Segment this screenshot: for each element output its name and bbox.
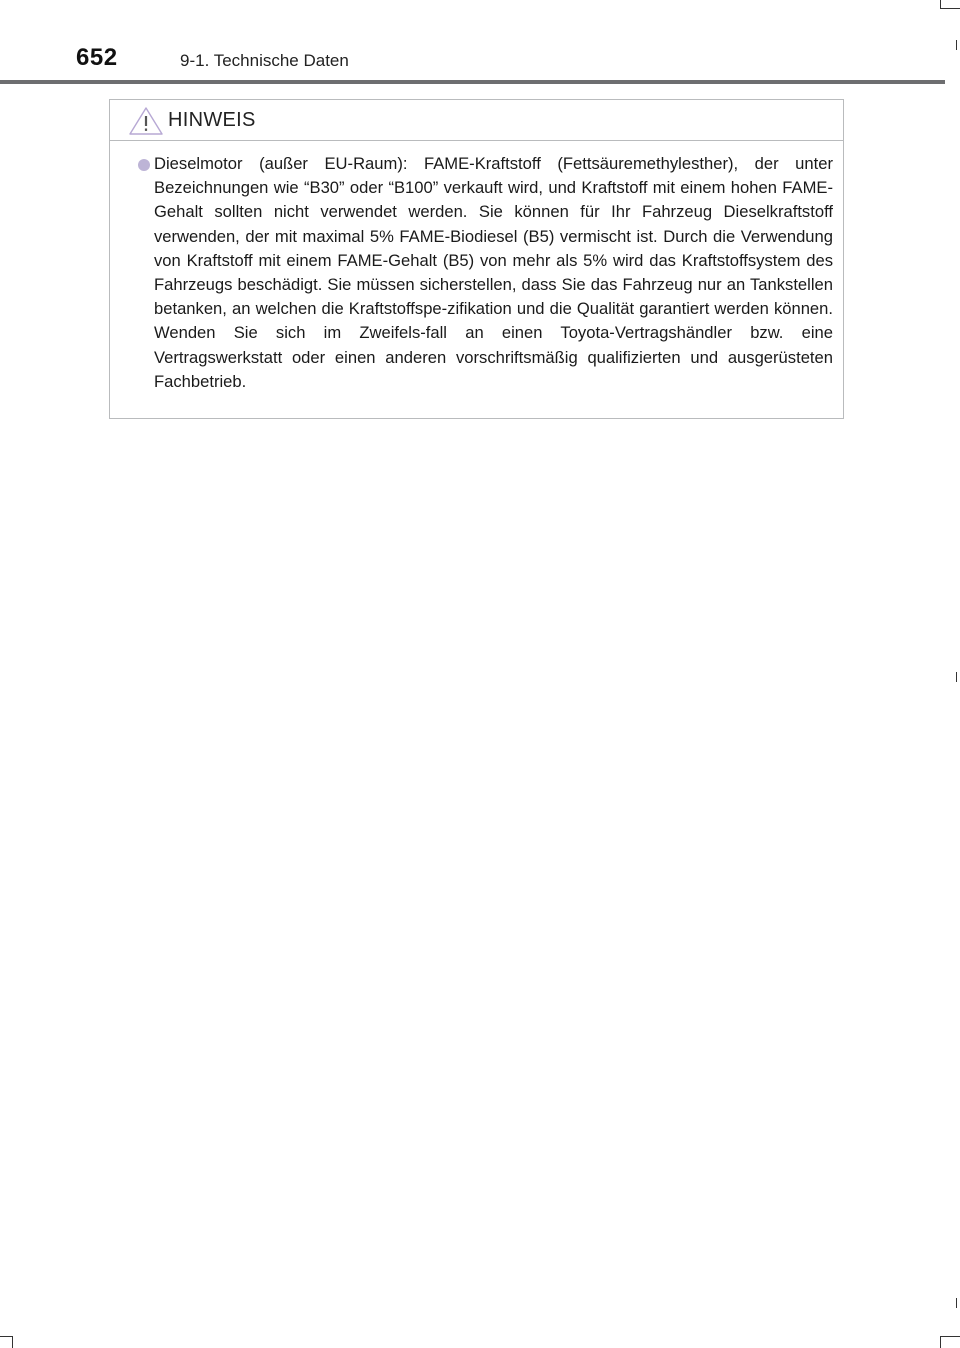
- notice-paragraph: Dieselmotor (außer EU-Raum): FAME-Kraftstoff (Fettsäuremethylesther), der unter Bezeichnungen wie “B30” oder “B100” verkauft wird, und Kraftstoff mit einem hohen FAME-Gehalt sollten nicht verwendet werden. Sie können für Ihr Fahrzeug Dieselkraftstoff verwenden, der mit maximal 5% FAME-Biodiesel (B5) vermischt ist. Durch die Verwendung von Kraftstoff mit einem FAME-Gehalt (B5) von mehr als 5% wird das Kraftstoffsystem des Fahrzeugs beschädigt. Sie müssen sicherstellen, dass Sie das Fahrzeug nur an Tankstellen betanken, an welchen die Kraftstoffspe-zifikation und die Qualität garantiert werden können. Wenden Sie sich im Zweifels-fall an einen Toyota-Vertragshändler bzw. eine Vertragswerkstatt oder einen anderen vorschriftsmäßig qualifizierten und ausgerüsteten Fachbetrieb.: [154, 154, 833, 391]
- header-divider: [0, 80, 945, 84]
- crop-mark-right-tick-1: [956, 40, 957, 50]
- page-number: 652: [76, 44, 118, 71]
- crop-mark-bottom-right-v: [940, 1336, 941, 1348]
- notice-box: [109, 99, 844, 419]
- bullet-icon: [138, 159, 150, 171]
- crop-mark-right-tick-2: [956, 672, 957, 682]
- crop-mark-top-right-h: [940, 8, 960, 9]
- notice-body: [110, 152, 843, 394]
- section-title: 9-1. Technische Daten: [180, 51, 349, 70]
- notice-header: [110, 100, 843, 141]
- crop-mark-bottom-left-v: [12, 1336, 13, 1348]
- crop-mark-bottom-left-h: [0, 1336, 12, 1337]
- crop-mark-top-right-v: [940, 0, 941, 8]
- crop-mark-right-tick-3: [956, 1298, 957, 1308]
- crop-mark-bottom-right-h: [940, 1336, 960, 1337]
- notice-title: HINWEIS: [168, 109, 256, 131]
- warning-triangle-icon: [128, 106, 164, 136]
